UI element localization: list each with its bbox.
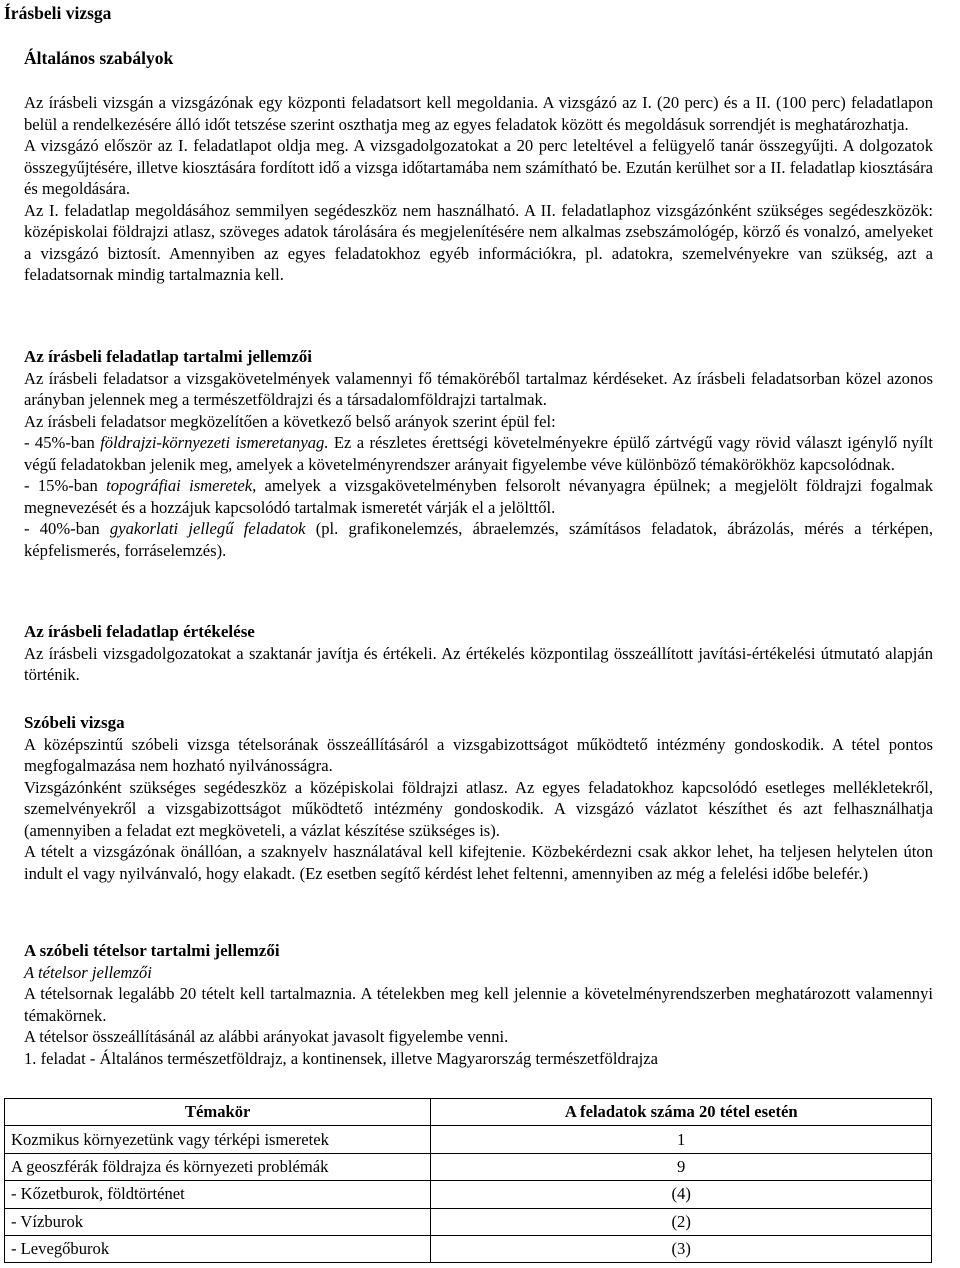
subheading <box>4 962 933 984</box>
table-row <box>5 1126 932 1153</box>
section-heading-evaluation: Az írásbeli feladatlap értékelése <box>24 622 255 641</box>
table-row <box>5 1208 932 1235</box>
evaluation-paragraph: Az írásbeli vizsgadolgozatokat a szaktanár javítja és értékeli. Az értékelés központilag összeállított javítási-értékelési útmutató alapján történik. <box>24 643 933 684</box>
page-title: Írásbeli vizsga <box>4 3 112 23</box>
oral-paragraph: A tételt a vizsgázónak önállóan, a szaknyelv használatával kell kifejtenie. Közbekérdezni csak akkor lehet, ha teljesen helytelen úton indult el vagy nyilvánvaló, hogy elakadt. (Ez esetben segítő kérdést lehet feltenni, amennyiben az még a felelési időbe belefér.) <box>24 842 933 883</box>
general-paragraph: A vizsgázó először az I. feladatlapot oldja meg. A vizsgadolgozatokat a 20 perc leteltével a felügyelő tanár összegyűjti. A dolgozatok összegyűjtésére, illetve kiosztására fordított idő a vizsga időtartamába nem számítható be. Ezután kerülhet sor a II. feladatlap kiosztására és megoldására. <box>24 136 933 198</box>
oral-content-paragraph: 1. feladat - Általános természetföldrajz, a kontinensek, illetve Magyarország természetföldrajza <box>24 1048 658 1068</box>
table-cell-count: (4) <box>431 1181 932 1208</box>
table-cell-topic: - Vízburok <box>5 1208 431 1235</box>
column-header: Témakör <box>5 1099 431 1126</box>
bullet-text: Ez a részletes érettségi követelményekre épülő zártvégű vagy rövid választ igénylő nyílt végű feladatokban jelenik meg, amelyek a követelményrendszer arányait figyelembe véve különböző témakörökhöz kapcsolódnak. <box>24 433 933 474</box>
section-heading-oral-content: A szóbeli tételsor tartalmi jellemzői <box>24 941 280 960</box>
task-distribution-table <box>4 1098 932 1263</box>
table-header-row <box>5 1099 932 1126</box>
evaluation-block <box>4 621 933 686</box>
content-paragraph: Az írásbeli feladatsor megközelítően a következő belső arányok szerint épül fel: <box>24 411 556 431</box>
table-cell-topic: Kozmikus környezetünk vagy térképi ismeretek <box>5 1126 431 1153</box>
bullet-prefix: - 15%-ban <box>24 476 107 495</box>
general-paragraph: Az írásbeli vizsgán a vizsgázónak egy központi feladatsort kell megoldania. A vizsgázó az I. (20 perc) és a II. (100 perc) feladatlapon belül a rendelkezésére álló időt tetszése szerint oszthatja meg az egyes feladatok között és megoldásuk sorrendjét is meghatározhatja. <box>24 93 933 134</box>
oral-block <box>4 712 933 884</box>
bullet-emphasis: topográfiai ismeretek <box>106 476 253 495</box>
oral-paragraph: A középszintű szóbeli vizsga tételsorának összeállításáról a vizsgabizottságot működtető intézmény gondoskodik. A tétel pontos megfogalmazása nem hozható nyilvánosságra. <box>24 734 933 775</box>
content-bullet <box>4 432 933 475</box>
section-heading-content: Az írásbeli feladatlap tartalmi jellemzői <box>24 347 312 366</box>
table-cell-count: 9 <box>431 1153 932 1180</box>
section-title-general: Általános szabályok <box>24 48 174 68</box>
table-cell-count: (2) <box>431 1208 932 1235</box>
column-header: A feladatok száma 20 tétel esetén <box>431 1099 932 1126</box>
bullet-prefix: - 45%-ban <box>24 433 101 452</box>
content-block <box>4 346 933 561</box>
table-row <box>5 1235 932 1262</box>
bullet-text: , amelyek a vizsgakövetelményben felsorolt névanyagra épülnek; a megjelölt földrajzi fogalmak megnevezését és a hozzájuk kapcsolódó tartalmak ismeretét várják el a jelölttől. <box>24 476 933 517</box>
table-row <box>5 1181 932 1208</box>
table-cell-count: 1 <box>431 1126 932 1153</box>
content-bullet <box>4 475 933 518</box>
bullet-emphasis: gyakorlati jellegű feladatok <box>109 519 306 538</box>
table-cell-topic: - Levegőburok <box>5 1235 431 1262</box>
bullet-prefix: - 40%-ban <box>24 519 110 538</box>
oral-content-paragraph: A tételsor összeállításánál az alábbi arányokat javasolt figyelembe venni. <box>24 1027 509 1046</box>
oral-content-block <box>4 940 933 1069</box>
general-rules-block <box>4 92 933 286</box>
section-heading-oral: Szóbeli vizsga <box>24 713 125 732</box>
table-row <box>5 1153 932 1180</box>
oral-paragraph: Vizsgázónként szükséges segédeszköz a középiskolai földrajzi atlasz. Az egyes feladatokhoz kapcsolódó esetleges mellékletekről, szemelvényekről a vizsgabizottságot működtető intézmény gondoskodik. A vizsgázó vázlatot készíthet és azt felhasználhatja (amennyiben a feladat ezt megköveteli, a vázlat készítése szükséges is). <box>24 777 933 840</box>
table-cell-topic: - Kőzetburok, földtörténet <box>5 1181 431 1208</box>
content-bullet <box>4 518 933 561</box>
general-paragraph: Az I. feladatlap megoldásához semmilyen segédeszköz nem használható. A II. feladatlaphoz vizsgázónként szükséges segédeszközök: középiskolai földrajzi atlasz, szöveges adatok tárolására és megjelenítésére nem alkalmas zsebszámológép, körző és vonalzó, amelyeket a vizsgázó biztosít. Amennyiben az egyes feladatokhoz egyéb információkra, pl. adatokra, szemelvényekre van szükség, azt a feladatsornak mindig tartalmaznia kell. <box>24 200 933 284</box>
bullet-emphasis: földrajzi-környezeti ismeretanyag. <box>100 433 329 452</box>
table-cell-topic: A geoszférák földrajza és környezeti problémák <box>5 1153 431 1180</box>
oral-content-paragraph: A tételsornak legalább 20 tételt kell tartalmaznia. A tételekben meg kell jelennie a követelményrendszerben meghatározott valamennyi témakörnek. <box>24 984 933 1025</box>
subheading-text: A tételsor jellemzői <box>24 962 152 982</box>
bullet-text: (pl. grafikonelemzés, ábraelemzés, számításos feladatok, ábrázolás, mérés a térképen, képfelismerés, forráselemzés). <box>24 519 933 560</box>
table-cell-count: (3) <box>431 1235 932 1262</box>
content-paragraph: Az írásbeli feladatsor a vizsgakövetelmények valamennyi fő témaköréből tartalmaz kérdéseket. Az írásbeli feladatsorban közel azonos arányban jelennek meg a természetföldrajzi és a társadalomföldrajzi tartalmak. <box>24 368 933 409</box>
